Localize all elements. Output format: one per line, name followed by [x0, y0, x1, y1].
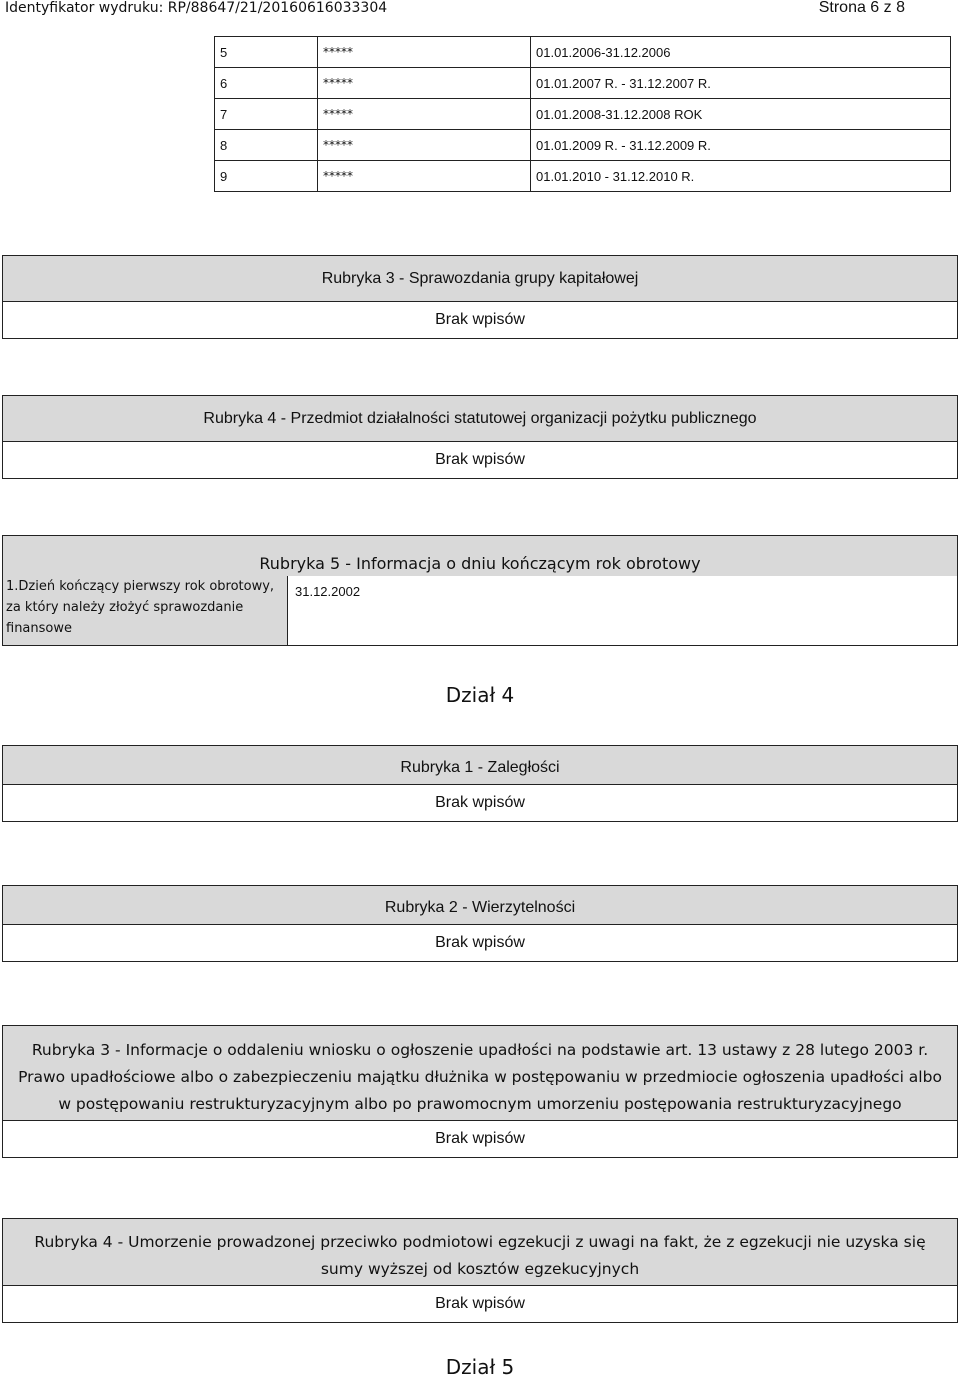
page-number: Strona 6 z 8 [818, 0, 905, 16]
section-title-line: Prawo upadłościowe albo o zabezpieczeniu majątku dłużnika w postępowaniu w przedmiocie ogłoszenia upadłości albo [18, 1068, 942, 1086]
section-value: Brak wpisów [435, 1295, 525, 1312]
section-rubryka-2-receivables [2, 885, 958, 962]
period: 01.01.2010 - 31.12.2010 R. [531, 161, 951, 192]
section-value: Brak wpisów [435, 451, 525, 468]
table-row [215, 37, 951, 68]
print-identifier: Identyfikator wydruku: RP/88647/21/20160616033304 [5, 0, 388, 16]
period: 01.01.2007 R. - 31.12.2007 R. [531, 68, 951, 99]
table-row [215, 68, 951, 99]
section-rubryka-5-fiscal-year [2, 535, 958, 646]
section-value: Brak wpisów [435, 794, 525, 811]
section-rubryka-3-bankruptcy-info [2, 1025, 958, 1158]
section-title-line: Rubryka 4 - Umorzenie prowadzonej przeciwko podmiotowi egzekucji z uwagi na fakt, że z egzekucji nie uzyska się [34, 1233, 926, 1251]
field-label-line: finansowe [6, 621, 72, 636]
table-row [215, 161, 951, 192]
section-rubryka-4-enforcement-discontinued [2, 1218, 958, 1323]
section-rubryka-4-statutory-activity [2, 395, 958, 479]
masked-value: ***** [318, 37, 531, 68]
row-number: 8 [215, 130, 318, 161]
section-value: Brak wpisów [435, 1130, 525, 1147]
period: 01.01.2008-31.12.2008 ROK [531, 99, 951, 130]
section-title: Rubryka 3 - Sprawozdania grupy kapitałowej [3, 256, 957, 302]
table-row [215, 130, 951, 161]
years-table [214, 36, 951, 192]
section-value: Brak wpisów [435, 934, 525, 951]
section-title: Rubryka 5 - Informacja o dniu kończącym rok obrotowy [259, 554, 701, 573]
row-number: 6 [215, 68, 318, 99]
section-title-bar [3, 536, 957, 576]
section-title-line: w postępowaniu restrukturyzacyjnym albo po prawomocnym umorzeniu postępowania restrukturyzacyjnego [58, 1095, 902, 1113]
section-heading-dzial-5: Dział 5 [445, 1355, 515, 1379]
masked-value: ***** [318, 130, 531, 161]
row-number: 7 [215, 99, 318, 130]
field-value: 31.12.2002 [295, 584, 361, 599]
masked-value: ***** [318, 99, 531, 130]
masked-value: ***** [318, 161, 531, 192]
section-title-line: Rubryka 3 - Informacje o oddaleniu wniosku o ogłoszenie upadłości na podstawie art. 13 ustawy z 28 lutego 2003 r. [31, 1041, 929, 1059]
row-number: 5 [215, 37, 318, 68]
table-row [215, 99, 951, 130]
section-rubryka-3-capital-group [2, 255, 958, 339]
row-number: 9 [215, 161, 318, 192]
section-value: Brak wpisów [435, 311, 525, 328]
section-title: Rubryka 1 - Zaległości [3, 746, 957, 785]
period: 01.01.2009 R. - 31.12.2009 R. [531, 130, 951, 161]
section-title [3, 1219, 957, 1286]
section-title [3, 1026, 957, 1121]
masked-value: ***** [318, 68, 531, 99]
section-heading-dzial-4: Dział 4 [445, 683, 515, 707]
field-label [3, 576, 288, 645]
section-title-line: sumy wyższej od kosztów egzekucyjnych [320, 1260, 640, 1278]
section-title: Rubryka 2 - Wierzytelności [3, 886, 957, 925]
section-title: Rubryka 4 - Przedmiot działalności statutowej organizacji pożytku publicznego [3, 396, 957, 442]
section-rubryka-1-arrears [2, 745, 958, 822]
field-label-line: 1.Dzień kończący pierwszy rok obrotowy, [6, 579, 275, 594]
field-label-line: za który należy złożyć sprawozdanie [6, 600, 244, 615]
period: 01.01.2006-31.12.2006 [531, 37, 951, 68]
